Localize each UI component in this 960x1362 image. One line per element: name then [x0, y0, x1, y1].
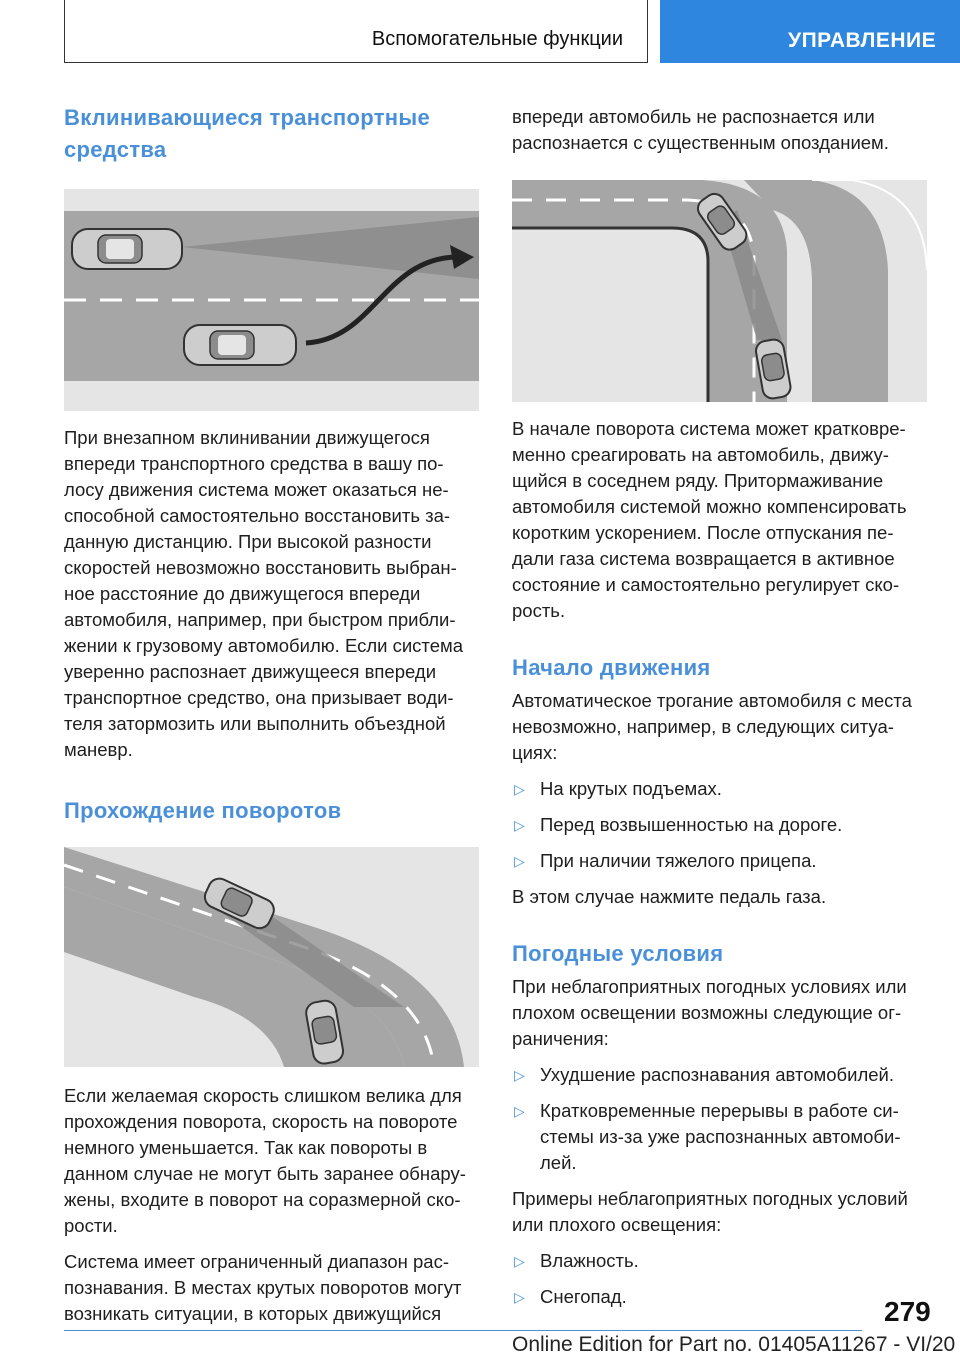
- edition-text: Online Edition for Part no. 01405A11267 - VI/20: [512, 1333, 956, 1356]
- list-item: ▷ На крутых подъемах.: [512, 776, 927, 802]
- paragraph-curve-reaction: [512, 416, 927, 624]
- text-line: впереди транспортного средства в вашу по-: [64, 453, 444, 474]
- paragraph-detection-range: [64, 1249, 479, 1327]
- text-line: рость.: [512, 600, 566, 621]
- figure-cornering: [64, 847, 479, 1067]
- text-line: состояние и самостоятельно регулирует ско-: [512, 574, 900, 595]
- text-line: транспортное средство, она призывает води-: [64, 687, 454, 708]
- heading-cornering: Прохождение поворотов: [64, 798, 342, 823]
- triangle-bullet-icon: ▷: [514, 1067, 525, 1083]
- own-car: [72, 229, 182, 269]
- chapter-tab[interactable]: УПРАВЛЕНИЕ: [660, 0, 960, 63]
- right-column: [512, 104, 927, 1310]
- text-line: Если желаемая скорость слишком велика для: [64, 1085, 462, 1106]
- text-line: автомобиля, например, при быстром прибли-: [64, 609, 456, 630]
- text-line: жены, входите в поворот на соразмерной ско-: [64, 1189, 461, 1210]
- cut-in-illustration: [64, 189, 479, 411]
- cornering-illustration: [64, 847, 479, 1067]
- text-line: распознается с существенным опозданием.: [512, 132, 889, 153]
- triangle-bullet-icon: ▷: [514, 1289, 525, 1305]
- triangle-bullet-icon: ▷: [514, 781, 525, 797]
- text-line: раничения:: [512, 1028, 609, 1049]
- heading-weather: Погодные условия: [512, 941, 724, 966]
- text-line: способной самостоятельно восстановить за-: [64, 505, 451, 526]
- text-line: Примеры неблагоприятных погодных условий: [512, 1188, 908, 1209]
- triangle-bullet-icon: ▷: [514, 817, 525, 833]
- heading-cut-in-vehicles: Вклинивающиеся транспортные средства: [64, 105, 430, 162]
- text-line: автомобиля системой можно компенсировать: [512, 496, 907, 517]
- text-line: Автоматическое трогание автомобиля с места: [512, 690, 912, 711]
- footer-divider: [64, 1330, 862, 1331]
- text-line: или плохого освещения:: [512, 1214, 722, 1235]
- text-line: возникать ситуации, в которых движущийся: [64, 1303, 442, 1324]
- text-line: ное расстояние до движущегося впереди: [64, 583, 421, 604]
- list-item: ▷ Снегопад.: [512, 1284, 927, 1310]
- curve-adjacent-lane-illustration: [512, 180, 927, 402]
- figure-curve-adjacent-lane: [512, 180, 927, 402]
- text-line: данную дистанцию. При высокой разности: [64, 531, 432, 552]
- list-item: ▷ Перед возвышенностью на дороге.: [512, 812, 927, 838]
- text-line: Система имеет ограниченный диапазон рас-: [64, 1251, 449, 1272]
- text-line: коротким ускорением. После отпускания пе-: [512, 522, 894, 543]
- list-item: ▷ Ухудшение распознавания автомобилей.: [512, 1062, 927, 1088]
- list-weather-limitations: [512, 1062, 927, 1176]
- text-line: В начале поворота система может кратковре-: [512, 418, 906, 439]
- page-number: 279: [884, 1296, 931, 1327]
- header-section-box: [64, 0, 648, 63]
- text-line: уверенно распознает движущееся впереди: [64, 661, 437, 682]
- text-line: лосу движения система может оказаться не-: [64, 479, 449, 500]
- list-item: ▷ Влажность.: [512, 1248, 927, 1274]
- text-line: плохом освещении возможны следующие ог-: [512, 1002, 902, 1023]
- text-line: рости.: [64, 1215, 118, 1236]
- text-line: невозможно, например, в следующих ситуа-: [512, 716, 894, 737]
- list-item: ▷ При наличии тяжелого прицепа.: [512, 848, 927, 874]
- triangle-bullet-icon: ▷: [514, 1103, 525, 1119]
- heading-drive-off: Начало движения: [512, 655, 711, 680]
- section-title: Вспомогательные функции: [371, 28, 623, 50]
- paragraph-continued: [512, 104, 927, 156]
- text-line: При внезапном вклинивании движущегося: [64, 427, 430, 448]
- figure-cut-in: [64, 189, 479, 411]
- paragraph-cornering-speed: [64, 1083, 479, 1239]
- text-line: щийся в соседнем ряду. Притормаживание: [512, 470, 884, 491]
- text-line: данном случае не могут быть заранее обнару-: [64, 1163, 466, 1184]
- paragraph-weather-examples: [512, 1186, 927, 1238]
- text-line: циях:: [512, 742, 558, 763]
- triangle-bullet-icon: ▷: [514, 1253, 525, 1269]
- text-line: маневр.: [64, 739, 133, 760]
- paragraph-press-pedal: В этом случае нажмите педаль газа.: [512, 886, 827, 907]
- text-line: прохождения поворота, скорость на повороте: [64, 1111, 458, 1132]
- paragraph-drive-off: [512, 688, 927, 766]
- list-drive-off-situations: [512, 776, 927, 874]
- text-line: скоростей невозможно восстановить выбран-: [64, 557, 457, 578]
- text-line: теля затормозить или выполнить объездной: [64, 713, 446, 734]
- text-line: дали газа система возвращается в активное: [512, 548, 895, 569]
- cutting-in-car: [184, 325, 296, 365]
- text-line: впереди автомобиль не распознается или: [512, 106, 875, 127]
- text-line: жении к грузовому автомобилю. Если система: [64, 635, 463, 656]
- text-line: немного уменьшается. Так как повороты в: [64, 1137, 428, 1158]
- list-weather-examples: [512, 1248, 927, 1310]
- paragraph-weather: [512, 974, 927, 1052]
- left-column: [64, 102, 479, 1327]
- text-line: менно среагировать на автомобиль, движу-: [512, 444, 889, 465]
- text-line: При неблагоприятных погодных условиях или: [512, 976, 907, 997]
- triangle-bullet-icon: ▷: [514, 853, 525, 869]
- text-line: познавания. В местах крутых поворотов могут: [64, 1277, 462, 1298]
- paragraph-cut-in: [64, 425, 479, 763]
- list-item: ▷ Кратковременные перерывы в работе си- стемы из-за уже распознанных автомоби- лей.: [514, 1100, 901, 1173]
